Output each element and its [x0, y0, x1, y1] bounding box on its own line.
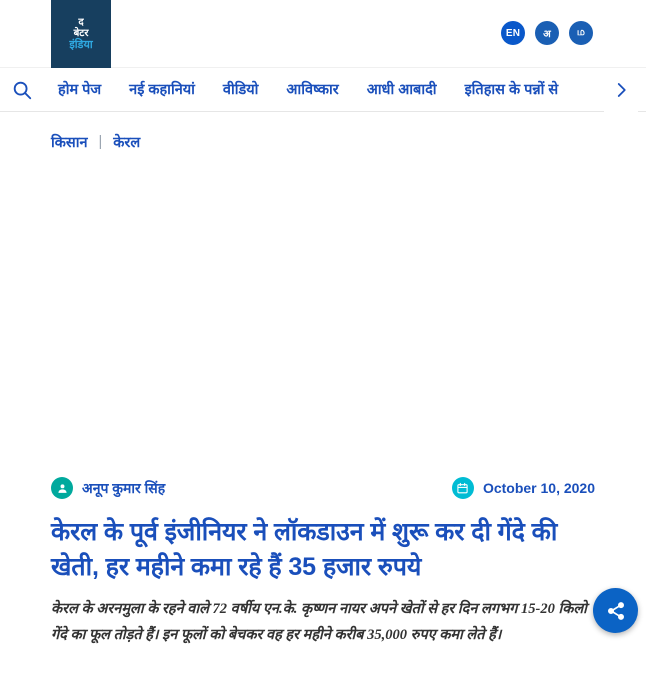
logo-line-2: बेटर — [73, 27, 89, 39]
breadcrumb-item-kerala[interactable]: केरल — [113, 135, 141, 151]
nav-item-invention[interactable]: आविष्कार — [286, 81, 339, 98]
publish-date: October 10, 2020 — [482, 480, 595, 496]
page-title: केरल के पूर्व इंजीनियर ने लॉकडाउन में शुरू कर दी गेंदे की खेती, हर महीने कमा रहे हैं 35 हजार रुपये — [51, 518, 558, 581]
share-icon[interactable] — [593, 588, 638, 633]
nav-item-list — [44, 68, 646, 112]
article-meta — [0, 475, 646, 501]
lang-button-hi[interactable]: अ — [535, 21, 559, 45]
article-hero-image — [0, 176, 646, 461]
logo-line-3: इंडिया — [69, 39, 93, 52]
language-switcher — [501, 21, 593, 45]
nav-item-women[interactable]: आधी आबादी — [366, 81, 437, 98]
main-navigation — [0, 68, 646, 112]
date-block — [452, 475, 595, 501]
breadcrumb-separator: | — [98, 134, 103, 150]
author-icon — [51, 477, 73, 499]
chevron-right-icon[interactable] — [604, 68, 638, 112]
nav-item-history[interactable]: इतिहास के पन्नों से — [464, 81, 559, 98]
nav-item-home[interactable]: होम पेज — [58, 81, 102, 98]
breadcrumb-item-kisan[interactable]: किसान — [51, 135, 88, 151]
logo-text — [55, 12, 107, 56]
calendar-icon — [452, 477, 474, 499]
article-excerpt: केरल के अरनमुला के रहने वाले 72 वर्षीय एन.के. कृष्णन नायर अपने खेतों से हर दिन लगभग 15-20 किलो गेंदे का फूल तोड़ते हैं। इन फूलों को बेचकर वह हर महीने करीब 35,000 रुपए कमा लेते हैं। — [51, 601, 587, 643]
nav-item-video[interactable]: वीडियो — [222, 81, 259, 98]
logo-line-1: द — [78, 16, 84, 28]
author-name[interactable]: अनूप कुमार सिंह — [82, 479, 166, 496]
lang-button-en[interactable]: EN — [501, 21, 525, 45]
lang-button-ta[interactable]: ம — [569, 21, 593, 45]
search-icon[interactable] — [0, 68, 44, 112]
author-block — [51, 477, 165, 499]
site-logo[interactable] — [51, 0, 111, 68]
breadcrumb — [0, 112, 646, 152]
nav-item-new-stories[interactable]: नई कहानियां — [129, 81, 195, 98]
site-header — [0, 0, 646, 68]
